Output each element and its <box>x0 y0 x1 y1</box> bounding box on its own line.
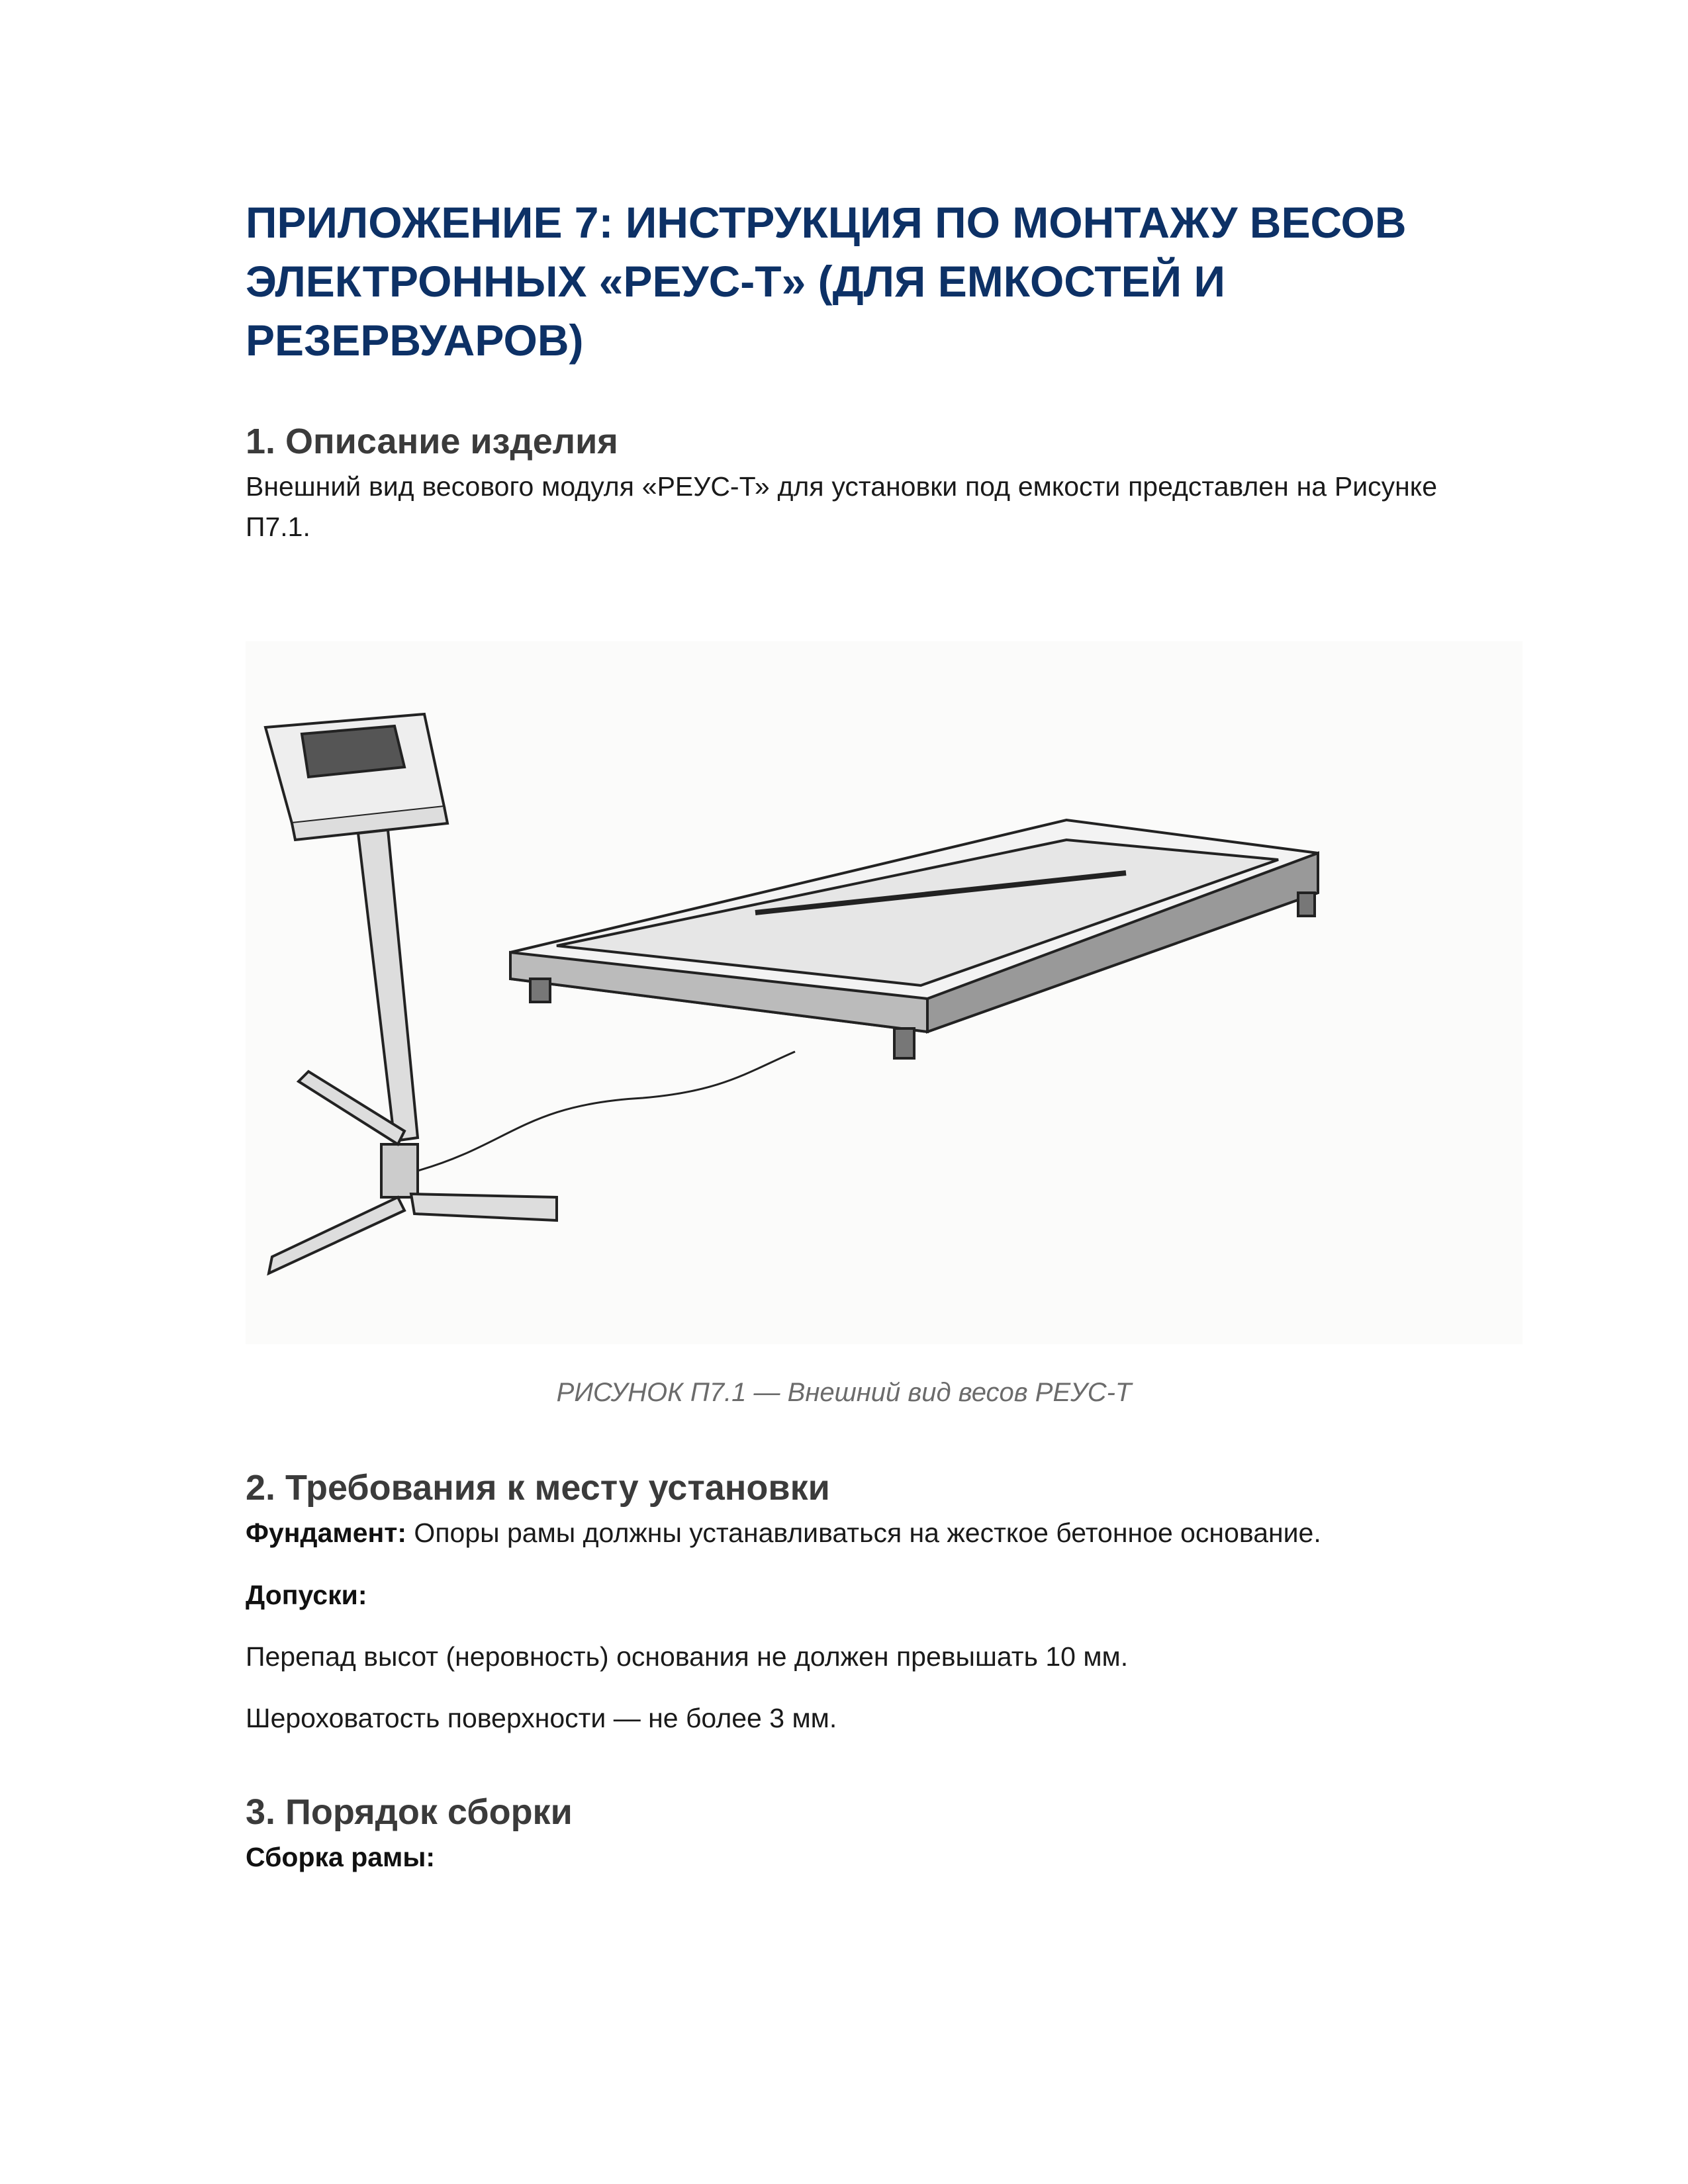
tolerance-roughness: Шероховатость поверхности — не более 3 мм. <box>246 1703 837 1733</box>
figure-caption: РИСУНОК П7.1 — Внешний вид весов РЕУС-Т <box>556 1378 1132 1407</box>
foundation-label: Фундамент: <box>246 1518 407 1548</box>
foundation-paragraph <box>246 1513 1437 1553</box>
scale-illustration-image <box>246 641 1523 1344</box>
foundation-text: Опоры рамы должны устанавливаться на жесткое бетонное основание. <box>406 1518 1321 1548</box>
tolerances-label: Допуски: <box>246 1580 367 1610</box>
frame-assembly-label: Сборка рамы: <box>246 1842 436 1872</box>
tolerance-height-difference: Перепад высот (неровность) основания не должен превышать 10 мм. <box>246 1641 1129 1672</box>
page-title: ПРИЛОЖЕНИЕ 7: ИНСТРУКЦИЯ ПО МОНТАЖУ ВЕСОВ ЭЛЕКТРОННЫХ «РЕУС-Т» (ДЛЯ ЕМКОСТЕЙ И РЕЗЕРВУАРОВ) <box>246 198 1407 365</box>
description-paragraph: Внешний вид весового модуля «РЕУС-Т» для установки под емкости представлен на Рисунке П7.1. <box>246 471 1437 542</box>
section-heading-assembly: 3. Порядок сборки <box>246 1792 573 1832</box>
section-heading-installation-requirements: 2. Требования к месту установки <box>246 1468 830 1508</box>
section-heading-description: 1. Описание изделия <box>246 422 618 461</box>
figure-scale-illustration <box>246 641 1523 1344</box>
